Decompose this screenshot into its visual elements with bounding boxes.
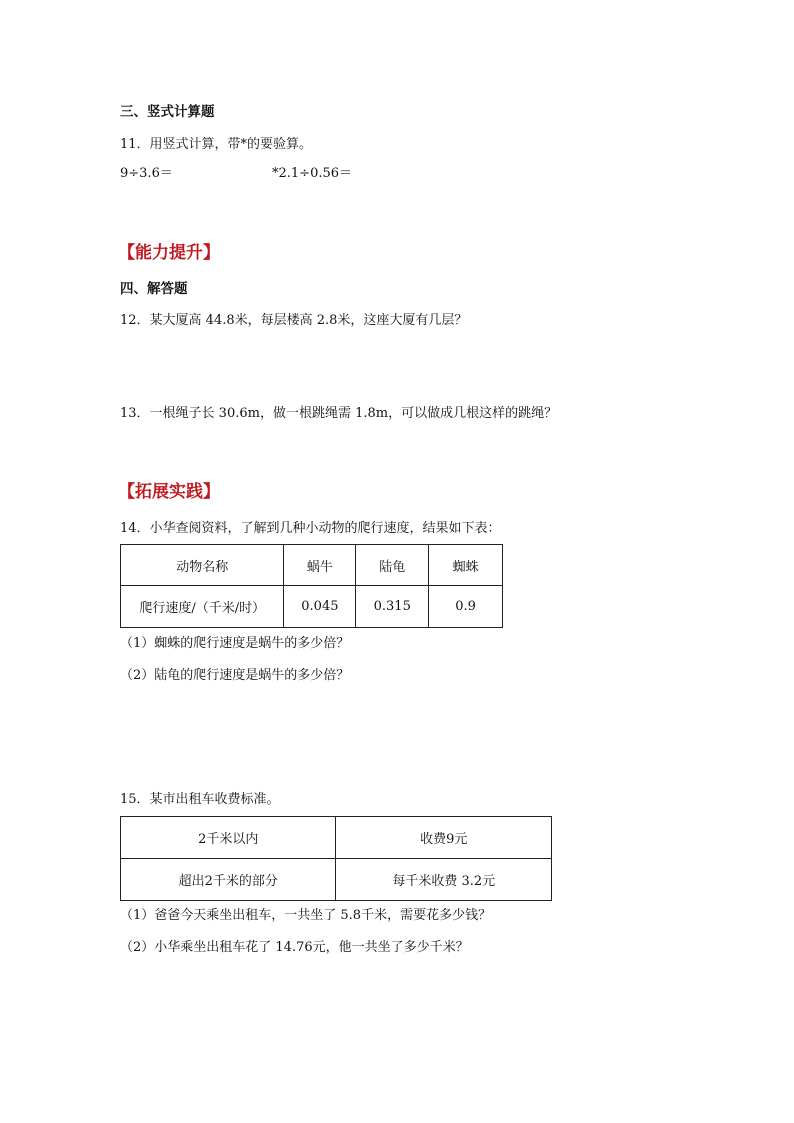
taxi-fee-table [120,816,552,901]
question-13: 13．一根绳子长 30.6m，做一根跳绳需 1.8m，可以做成几根这样的跳绳？ [120,406,558,421]
table-row [121,545,503,586]
ability-heading: 【能力提升】 [118,243,220,263]
table-cell: 0.9 [429,586,503,628]
table-cell: 每千米收费 3.2元 [336,859,552,901]
expression-2: *2.1÷0.56＝ [272,166,353,181]
section-heading-word-problems: 四、解答题 [120,281,188,297]
expression-1: 9÷3.6＝ [120,166,173,181]
table-cell: 超出2千米的部分 [121,859,336,901]
question-14-sub-1: （1）蜘蛛的爬行速度是蜗牛的多少倍？ [120,636,350,651]
section-heading-vertical-calc: 三、竖式计算题 [120,104,215,120]
question-12: 12．某大厦高 44.8米，每层楼高 2.8米，这座大厦有几层？ [120,313,468,328]
table-cell: 2千米以内 [121,817,336,859]
speed-table [120,544,503,628]
table-cell: 陆龟 [356,545,429,586]
table-cell: 0.045 [284,586,356,628]
table-cell: 0.315 [356,586,429,628]
table-row [121,859,552,901]
extend-heading: 【拓展实践】 [118,482,220,502]
table-cell: 收费9元 [336,817,552,859]
question-15-sub-1: （1）爸爸今天乘坐出租车，一共坐了 5.8千米，需要花多少钱？ [120,908,492,923]
table-cell: 动物名称 [121,545,284,586]
table-row [121,817,552,859]
question-15: 15．某市出租车收费标准。 [120,792,280,807]
table-cell: 蜗牛 [284,545,356,586]
table-cell: 蜘蛛 [429,545,503,586]
question-11: 11．用竖式计算，带*的要验算。 [120,137,313,152]
question-14: 14．小华查阅资料，了解到几种小动物的爬行速度，结果如下表： [120,521,501,536]
question-15-sub-2: （2）小华乘坐出租车花了 14.76元，他一共坐了多少千米？ [120,940,469,955]
table-cell: 爬行速度/（千米/时） [121,586,284,628]
table-row [121,586,503,628]
question-14-sub-2: （2）陆龟的爬行速度是蜗牛的多少倍？ [120,668,350,683]
